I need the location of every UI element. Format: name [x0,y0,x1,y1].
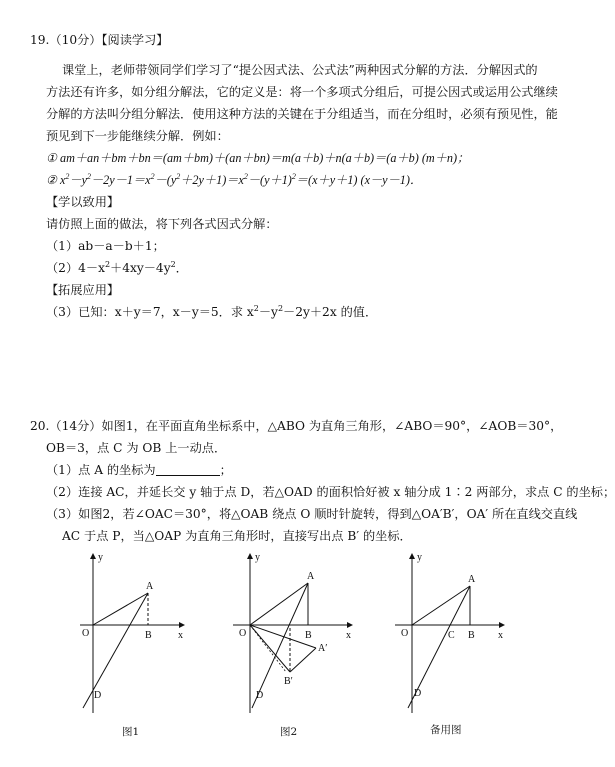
fig1-label-o: O [82,628,90,639]
fig1-label-b: B [145,630,152,641]
q19-example-1: ① am＋an＋bm＋bn＝(am＋bm)＋(an＋bn)＝m(a＋b)＋n(a＋b)＝(a＋b) (m＋n)； [46,151,470,165]
fig3-label-d: D [414,688,422,699]
q19-section-extend: 【拓展应用】 [46,283,120,297]
q19-intro-line-2: 方法还有许多，如分组分解法，它的定义是：将一个多项式分组后，可提公因式或运用公式继续 [46,85,558,99]
fig3-label-c: C [448,630,455,641]
answer-blank [156,463,220,476]
figure-spare [390,548,510,718]
fig3-label-y: y [417,552,422,563]
q19-example-2: ② $x^2-y^2-2y-1=x^2-(y^2+2y+1)=x^2-(y+1)^2=(x+y+1)$ (x－y－1)． [46,171,423,187]
fig3-label-b: B [468,630,475,641]
q20-line-2: OB＝3，点 C 为 OB 上一动点． [46,441,227,455]
q19-instruction: 请仿照上面的做法，将下列各式因式分解： [46,217,278,231]
q19-section-apply: 【学以致用】 [46,195,120,209]
figure-2 [228,548,358,718]
q19-intro-line-3: 分解的方法叫分组分解法．使用这种方法的关键在于分组适当，而在分组时，必须有预见性，能 [46,107,558,121]
fig3-label-x: x [498,630,503,641]
q19-header: 19.（10分）【阅读学习】 [30,33,169,47]
q19-part-1: （1）ab－a－b＋1； [46,239,165,253]
fig1-label-d: D [94,690,102,701]
fig2-label-a: A [307,571,315,582]
figure-1-caption: 图1 [122,726,140,738]
q20-part-1: （1）点 A 的坐标为 ； [46,463,232,477]
q19-intro-line-4: 预见到下一步能继续分解．例如： [46,129,229,143]
q20-part-2: （2）连接 AC，并延长交 y 轴于点 D，若△OAD 的面积恰好被 x 轴分成 1∶2 两部分，求点 C 的坐标； [46,485,615,499]
fig3-label-a: A [468,574,476,585]
fig2-label-y: y [255,552,260,563]
figure-spare-caption: 备用图 [430,724,462,736]
fig2-label-a-prime: A′ [318,643,328,654]
fig2-label-o: O [239,628,247,639]
fig2-label-b-prime: B′ [284,676,293,687]
q19-intro-line-1: 课堂上，老师带领同学们学习了“提公因式法、公式法”两种因式分解的方法．分解因式的 [62,63,538,77]
fig1-label-y: y [98,552,103,563]
q19-part-3: （3）已知：x＋y＝7，x－y＝5．求 $x^2-y^2-2y+2x$ 的值． [46,303,378,319]
fig2-label-d: D [256,690,264,701]
fig2-label-x: x [346,630,351,641]
q19-part-2: $(2)4-x^2+4xy-4y^2$． [46,259,188,275]
figure-2-caption: 图2 [280,726,298,738]
q20-part-3-line-1: （3）如图2，若∠OAC＝30°，将△OAB 绕点 O 顺时针旋转，得到△OA′B′，OA′ 所在直线交直线 [46,507,578,521]
fig1-label-x: x [178,630,183,641]
q20-part-3-line-2: AC 于点 P，当△OAP 为直角三角形时，直接写出点 B′ 的坐标． [62,529,412,543]
q20-line-1: 20.（14分）如图1，在平面直角坐标系中，△ABO 为直角三角形，∠ABO＝90°，∠AOB＝30°， [30,419,563,433]
fig3-label-o: O [401,628,409,639]
fig1-label-a: A [146,581,154,592]
fig2-label-b: B [305,630,312,641]
figure-1 [70,548,190,718]
